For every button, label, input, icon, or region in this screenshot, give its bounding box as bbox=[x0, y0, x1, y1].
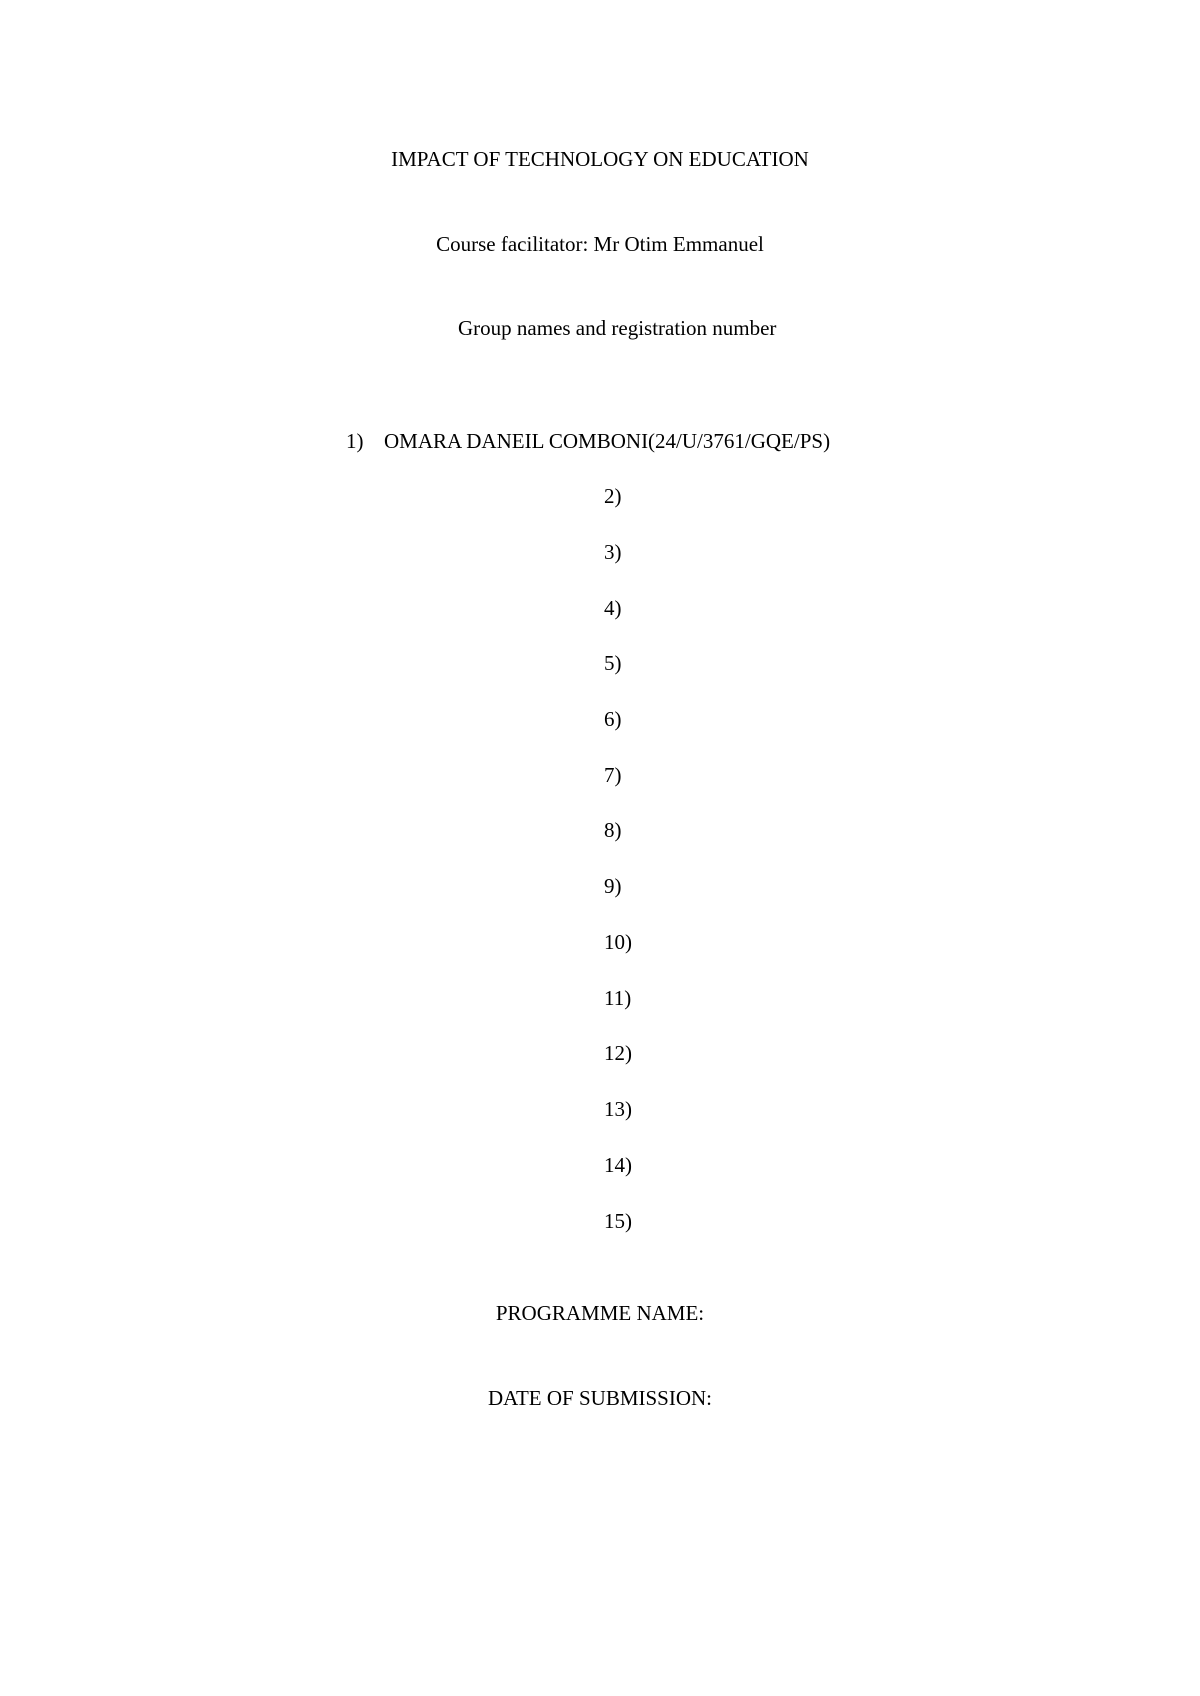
member-number: 15) bbox=[604, 1209, 632, 1233]
member-number: 8) bbox=[604, 818, 622, 842]
member-number: 13) bbox=[604, 1097, 632, 1121]
list-item bbox=[604, 762, 622, 788]
member-number: 10) bbox=[604, 930, 632, 954]
list-item bbox=[604, 539, 622, 565]
member-name: OMARA DANEIL COMBONI(24/U/3761/GQE/PS) bbox=[384, 429, 831, 453]
member-number: 7) bbox=[604, 763, 622, 787]
member-number: 3) bbox=[604, 540, 622, 564]
member-number: 14) bbox=[604, 1153, 632, 1177]
list-item bbox=[604, 1208, 632, 1234]
list-item bbox=[604, 483, 622, 509]
submission-date-label: DATE OF SUBMISSION: bbox=[487, 1386, 713, 1410]
list-item bbox=[346, 428, 830, 454]
list-item bbox=[604, 873, 622, 899]
list-item bbox=[604, 650, 622, 676]
list-item bbox=[604, 1096, 632, 1122]
list-item bbox=[604, 1040, 632, 1066]
member-number: 12) bbox=[604, 1041, 632, 1065]
member-number: 2) bbox=[604, 484, 622, 508]
list-item bbox=[604, 706, 622, 732]
member-number: 9) bbox=[604, 874, 622, 898]
member-number: 4) bbox=[604, 596, 622, 620]
member-number: 6) bbox=[604, 707, 622, 731]
group-heading: Group names and registration number bbox=[458, 316, 777, 340]
list-item bbox=[604, 985, 631, 1011]
list-item bbox=[604, 1152, 632, 1178]
document-title: IMPACT OF TECHNOLOGY ON EDUCATION bbox=[391, 147, 809, 171]
list-item bbox=[604, 595, 622, 621]
course-facilitator: Course facilitator: Mr Otim Emmanuel bbox=[436, 232, 764, 256]
list-item bbox=[604, 929, 632, 955]
member-number: 1) bbox=[346, 429, 364, 453]
programme-name-label: PROGRAMME NAME: bbox=[495, 1301, 705, 1325]
member-number: 11) bbox=[604, 986, 632, 1010]
list-item bbox=[604, 817, 622, 843]
member-number: 5) bbox=[604, 651, 622, 675]
